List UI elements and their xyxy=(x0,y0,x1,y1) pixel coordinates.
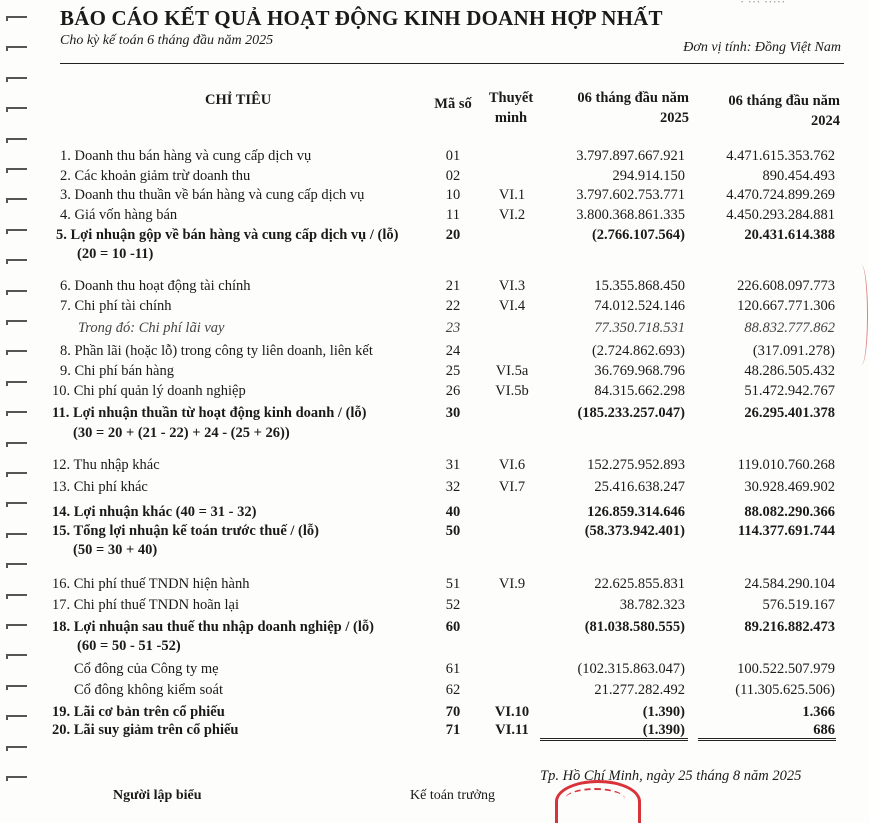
row-formula: (30 = 20 + (21 - 22) + 24 - (25 + 26)) xyxy=(73,425,290,441)
row-value-2025: 21.277.282.492 xyxy=(594,682,685,698)
row-value-2025: 74.012.524.146 xyxy=(594,298,685,314)
row-code: 23 xyxy=(445,320,461,336)
row-code: 70 xyxy=(445,704,461,720)
row-code: 25 xyxy=(445,363,461,379)
row-code: 10 xyxy=(445,187,461,203)
row-value-2025: 152.275.952.893 xyxy=(587,457,685,473)
row-value-2024: 88.832.777.862 xyxy=(744,320,835,336)
binder-hole xyxy=(6,107,27,112)
row-code: 11 xyxy=(446,207,460,223)
row-note: VI.2 xyxy=(498,207,526,223)
row-label: 2. Các khoản giảm trừ doanh thu xyxy=(60,168,251,184)
row-label: 4. Giá vốn hàng bán xyxy=(60,207,178,223)
row-label: 12. Thu nhập khác xyxy=(52,457,160,473)
binder-hole xyxy=(6,776,27,781)
row-value-2025: 3.800.368.861.335 xyxy=(576,207,685,223)
row-value-2024: 20.431.614.388 xyxy=(744,227,835,243)
row-value-2024: 88.082.290.366 xyxy=(744,504,835,520)
row-value-2024: 576.519.167 xyxy=(762,597,835,613)
row-value-2025: 294.914.150 xyxy=(612,168,685,184)
binder-hole xyxy=(6,16,27,21)
row-value-2025: (185.233.257.047) xyxy=(577,405,685,421)
row-label: 8. Phần lãi (hoặc lỗ) trong công ty liên doanh, liên kết xyxy=(60,343,373,359)
row-label: 20. Lãi suy giảm trên cổ phiếu xyxy=(52,722,239,738)
table-row xyxy=(0,720,869,740)
row-label: 14. Lợi nhuận khác (40 = 31 - 32) xyxy=(52,504,257,520)
row-value-2024: 686 xyxy=(813,722,835,738)
table-row xyxy=(0,680,869,700)
row-code: 40 xyxy=(445,504,461,520)
row-code: 60 xyxy=(445,619,461,635)
row-label: 19. Lãi cơ bản trên cổ phiếu xyxy=(52,704,225,720)
col-header-2025-line1: 06 tháng đầu năm xyxy=(577,90,689,106)
table-row xyxy=(0,702,869,722)
row-value-2024: 120.667.771.306 xyxy=(737,298,835,314)
row-label: 3. Doanh thu thuần về bán hàng và cung cấp dịch vụ xyxy=(60,187,365,203)
row-label: 5. Lợi nhuận gộp về bán hàng và cung cấp dịch vụ / (lỗ) xyxy=(56,227,399,243)
row-value-2025: 36.769.968.796 xyxy=(594,363,685,379)
row-value-2024: 1.366 xyxy=(802,704,835,720)
col-header-2024-line2: 2024 xyxy=(811,113,840,129)
row-value-2024: (11.305.625.506) xyxy=(735,682,835,698)
total-underline-2024 xyxy=(698,738,836,741)
row-label: Cổ đông không kiểm soát xyxy=(74,682,224,698)
table-row xyxy=(0,296,869,316)
row-note: VI.7 xyxy=(498,479,526,495)
binder-hole xyxy=(6,746,27,751)
preparer-label: Người lập biểu xyxy=(113,788,202,803)
row-value-2025: (81.038.580.555) xyxy=(584,619,685,635)
row-value-2024: 114.377.691.744 xyxy=(737,523,835,539)
row-note: VI.1 xyxy=(498,187,526,203)
row-note: VI.10 xyxy=(494,704,530,720)
row-value-2025: 3.797.897.667.921 xyxy=(576,148,685,164)
row-note: VI.3 xyxy=(498,278,526,294)
row-code: 20 xyxy=(445,227,461,243)
row-value-2024: 89.216.882.473 xyxy=(744,619,835,635)
row-value-2025: 126.859.314.646 xyxy=(587,504,685,520)
margin-red-marks xyxy=(855,265,868,365)
report-period: Cho kỳ kế toán 6 tháng đầu năm 2025 xyxy=(60,33,274,48)
row-label: 13. Chi phí khác xyxy=(52,479,148,495)
row-note: VI.4 xyxy=(498,298,526,314)
total-underline-2025 xyxy=(540,738,688,741)
table-row xyxy=(0,574,869,594)
row-label: 7. Chi phí tài chính xyxy=(60,298,172,314)
col-header-2024-line1: 06 tháng đầu năm xyxy=(728,93,840,109)
table-row xyxy=(0,617,869,637)
row-code: 21 xyxy=(445,278,461,294)
col-header-item: CHỈ TIÊU xyxy=(205,92,272,108)
row-value-2024: 119.010.760.268 xyxy=(737,457,835,473)
binder-hole xyxy=(6,77,27,82)
row-value-2025: (2.766.107.564) xyxy=(591,227,685,243)
row-value-2024: 30.928.469.902 xyxy=(744,479,835,495)
row-note: VI.5b xyxy=(495,383,529,399)
row-code: 02 xyxy=(445,168,461,184)
company-seal-inner xyxy=(565,788,625,810)
table-row xyxy=(0,403,869,423)
table-row xyxy=(0,146,869,166)
binder-hole xyxy=(6,46,27,51)
row-formula: (60 = 50 - 51 -52) xyxy=(77,638,181,654)
row-code: 24 xyxy=(445,343,461,359)
table-row-continuation xyxy=(0,244,869,264)
table-row xyxy=(0,455,869,475)
row-value-2024: (317.091.278) xyxy=(752,343,835,359)
row-value-2025: 15.355.868.450 xyxy=(594,278,685,294)
row-code: 50 xyxy=(445,523,461,539)
row-label: Trong đó: Chi phí lãi vay xyxy=(78,320,225,336)
table-row xyxy=(0,381,869,401)
table-row xyxy=(0,185,869,205)
row-value-2024: 48.286.505.432 xyxy=(744,363,835,379)
row-value-2024: 4.470.724.899.269 xyxy=(726,187,835,203)
row-code: 22 xyxy=(445,298,461,314)
row-value-2025: (58.373.942.401) xyxy=(584,523,685,539)
table-row xyxy=(0,502,869,522)
row-label: 17. Chi phí thuế TNDN hoãn lại xyxy=(52,597,240,613)
row-value-2025: (1.390) xyxy=(642,722,685,738)
table-row xyxy=(0,361,869,381)
table-row xyxy=(0,276,869,296)
table-row-continuation xyxy=(0,423,869,443)
row-value-2024: 24.584.290.104 xyxy=(744,576,835,592)
table-row-continuation xyxy=(0,540,869,560)
table-row xyxy=(0,521,869,541)
row-value-2024: 51.472.942.767 xyxy=(744,383,835,399)
col-header-code: Mã số xyxy=(434,96,472,112)
row-label: 9. Chi phí bán hàng xyxy=(60,363,174,379)
row-value-2024: 26.295.401.378 xyxy=(744,405,835,421)
table-row xyxy=(0,205,869,225)
row-label: 1. Doanh thu bán hàng và cung cấp dịch vụ xyxy=(60,148,312,164)
binder-hole xyxy=(6,563,27,568)
row-value-2025: 3.797.602.753.771 xyxy=(576,187,685,203)
row-value-2024: 4.471.615.353.762 xyxy=(726,148,835,164)
table-row xyxy=(0,225,869,245)
table-row xyxy=(0,341,869,361)
row-formula: (50 = 30 + 40) xyxy=(73,542,158,558)
row-value-2025: 25.416.638.247 xyxy=(594,479,685,495)
col-header-note-line1: Thuyết xyxy=(488,90,534,106)
row-value-2025: 38.782.323 xyxy=(619,597,685,613)
chief-accountant-label: Kế toán trưởng xyxy=(410,788,495,803)
row-label: 11. Lợi nhuận thuần từ hoạt động kinh doanh / (lỗ) xyxy=(52,405,367,421)
row-value-2025: (1.390) xyxy=(642,704,685,720)
row-value-2025: 84.315.662.298 xyxy=(594,383,685,399)
row-value-2024: 4.450.293.284.881 xyxy=(726,207,835,223)
row-label: 16. Chi phí thuế TNDN hiện hành xyxy=(52,576,250,592)
row-code: 52 xyxy=(445,597,461,613)
row-code: 31 xyxy=(445,457,461,473)
row-value-2024: 226.608.097.773 xyxy=(737,278,835,294)
table-row xyxy=(0,659,869,679)
row-code: 26 xyxy=(445,383,461,399)
row-code: 30 xyxy=(445,405,461,421)
report-title: BÁO CÁO KẾT QUẢ HOẠT ĐỘNG KINH DOANH HỢP NHẤT xyxy=(60,6,663,30)
row-note: VI.6 xyxy=(498,457,526,473)
table-row xyxy=(0,318,869,338)
row-code: 32 xyxy=(445,479,461,495)
table-row xyxy=(0,595,869,615)
row-code: 51 xyxy=(445,576,461,592)
row-note: VI.9 xyxy=(498,576,526,592)
table-row-continuation xyxy=(0,636,869,656)
place-date: Tp. Hồ Chí Minh, ngày 25 tháng 8 năm 2025 xyxy=(540,768,802,784)
row-value-2024: 100.522.507.979 xyxy=(737,661,835,677)
row-value-2025: 77.350.718.531 xyxy=(594,320,685,336)
binder-hole xyxy=(6,138,27,143)
row-value-2025: (102.315.863.047) xyxy=(577,661,685,677)
row-label: Cổ đông của Công ty mẹ xyxy=(74,661,219,677)
row-code: 61 xyxy=(445,661,461,677)
row-label: 18. Lợi nhuận sau thuế thu nhập doanh nghiệp / (lỗ) xyxy=(52,619,374,635)
row-note: VI.11 xyxy=(495,722,529,738)
row-value-2024: 890.454.493 xyxy=(762,168,835,184)
row-value-2025: (2.724.862.693) xyxy=(591,343,685,359)
row-code: 62 xyxy=(445,682,461,698)
row-label: 15. Tổng lợi nhuận kế toán trước thuế / (lỗ) xyxy=(52,523,319,539)
col-header-note-line2: minh xyxy=(494,110,528,126)
table-row xyxy=(0,166,869,186)
row-code: 71 xyxy=(445,722,461,738)
table-row xyxy=(0,477,869,497)
header-rule xyxy=(60,63,844,64)
top-right-faded-text: · ··· ····· xyxy=(740,0,786,9)
row-note: VI.5a xyxy=(495,363,529,379)
col-header-2025-line2: 2025 xyxy=(660,110,689,126)
currency-unit: Đơn vị tính: Đồng Việt Nam xyxy=(683,40,841,55)
row-label: 6. Doanh thu hoạt động tài chính xyxy=(60,278,251,294)
row-label: 10. Chi phí quản lý doanh nghiệp xyxy=(52,383,246,399)
row-value-2025: 22.625.855.831 xyxy=(594,576,685,592)
row-code: 01 xyxy=(445,148,461,164)
row-formula: (20 = 10 -11) xyxy=(77,246,154,262)
